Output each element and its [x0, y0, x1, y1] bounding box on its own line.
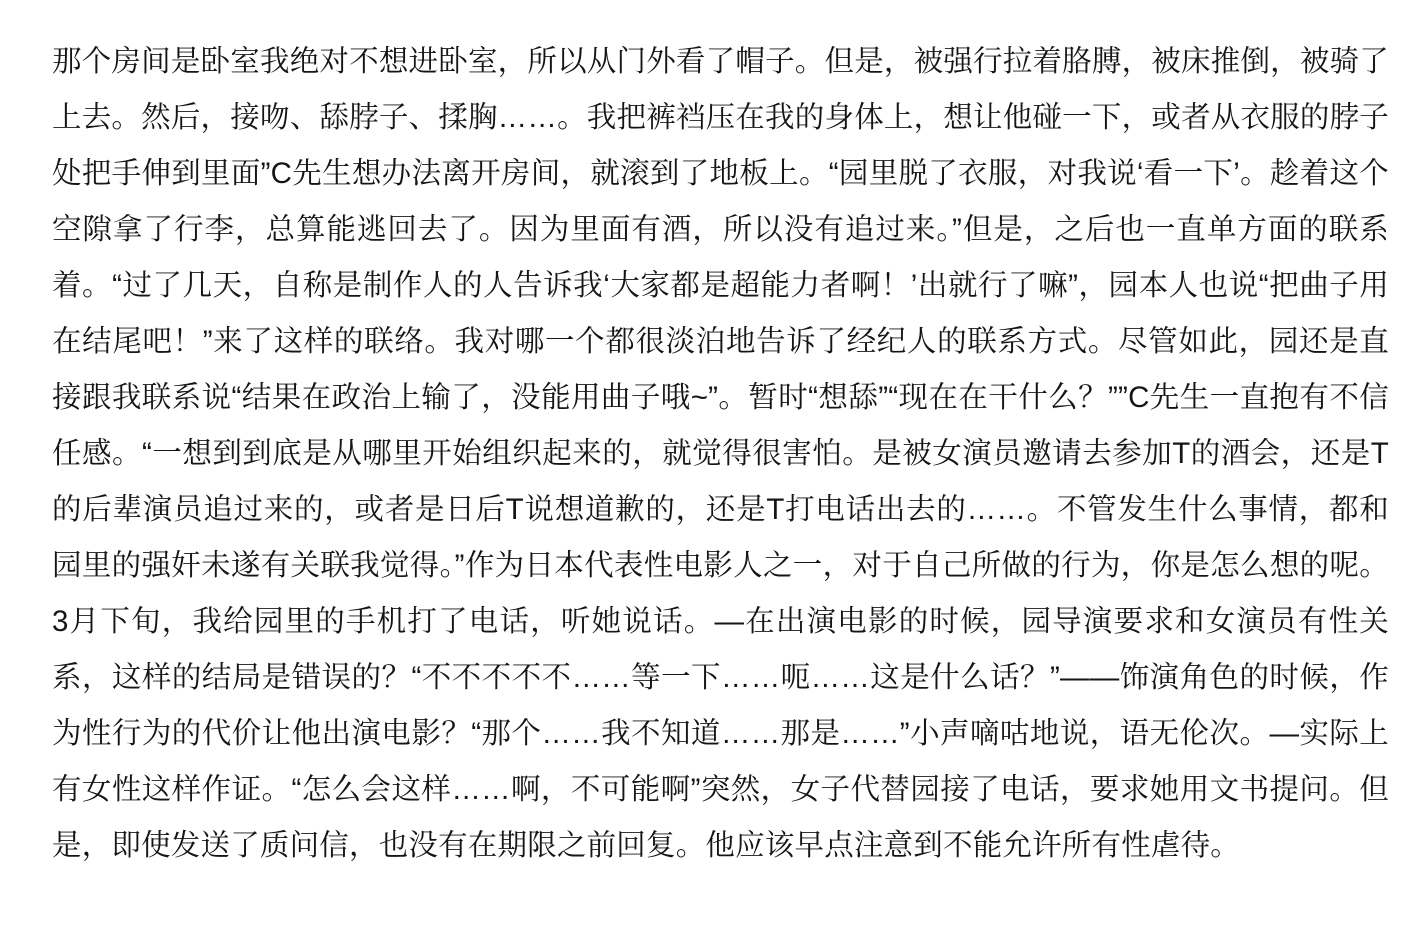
- article-body-text: 那个房间是卧室我绝对不想进卧室，所以从门外看了帽子。但是，被强行拉着胳膊，被床推倒，被骑了上去。然后，接吻、舔脖子、揉胸……。我把裤裆压在我的身体上，想让他碰一下，或者从衣服的脖子处把手伸到里面”C先生想办法离开房间，就滚到了地板上。“园里脱了衣服，对我说‘看一下’。趁着这个空隙拿了行李，总算能逃回去了。因为里面有酒，所以没有追过来。”但是，之后也一直单方面的联系着。“过了几天，自称是制作人的人告诉我‘大家都是超能力者啊！’出就行了嘛”，园本人也说“把曲子用在结尾吧！”来了这样的联络。我对哪一个都很淡泊地告诉了经纪人的联系方式。尽管如此，园还是直接跟我联系说“结果在政治上输了，没能用曲子哦~”。暂时“想舔”“现在在干什么？””C先生一直抱有不信任感。“一想到到底是从哪里开始组织起来的，就觉得很害怕。是被女演员邀请去参加T的酒会，还是T的后辈演员追过来的，或者是日后T说想道歉的，还是T打电话出去的……。不管发生什么事情，都和园里的强奸未遂有关联我觉得。”作为日本代表性电影人之一，对于自己所做的行为，你是怎么想的呢。3月下旬，我给园里的手机打了电话，听她说话。—在出演电影的时候，园导演要求和女演员有性关系，这样的结局是错误的？“不不不不不……等一下……呃……这是什么话？”——饰演角色的时候，作为性行为的代价让他出演电影？“那个……我不知道……那是……”小声嘀咕地说，语无伦次。—实际上有女性这样作证。“怎么会这样……啊，不可能啊”突然，女子代替园接了电话，要求她用文书提问。但是，即使发送了质问信，也没有在期限之前回复。他应该早点注意到不能允许所有性虐待。: [52, 45, 1389, 862]
